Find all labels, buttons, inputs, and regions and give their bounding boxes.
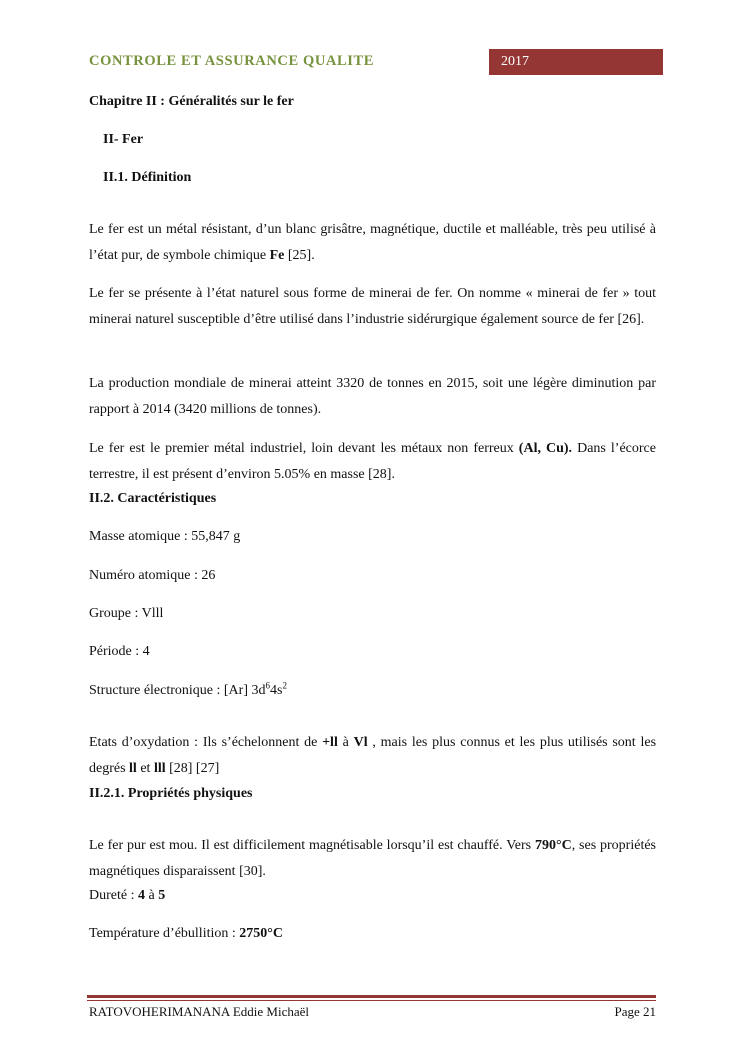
structure-electronique: Structure électronique : [Ar] $3d^64s^2$ xyxy=(89,680,287,698)
footer-rule-thin xyxy=(87,1000,656,1001)
masse-atomique: Masse atomique : 55,847 g xyxy=(89,529,241,544)
section-title: II- Fer xyxy=(103,132,144,147)
footer-rule-thick xyxy=(87,995,656,998)
subsection-caracteristiques: II.2. Caractéristiques xyxy=(89,491,217,506)
subsection-proprietes-physiques: II.2.1. Propriétés physiques xyxy=(89,786,253,801)
header-year-badge: 2017 xyxy=(489,49,663,75)
paragraph-minerai: Le fer se présente à l’état naturel sous forme de minerai de fer. On nomme « minerai de fer » tout minerai naturel susceptible d’être utilisé dans l’industrie sidérurgique également source de fer [26]. xyxy=(89,286,656,327)
paragraph-production: La production mondiale de minerai atteint 3320 de tonnes en 2015, soit une légère diminution par rapport à 2014 (3420 millions de tonnes). xyxy=(89,376,656,417)
numero-atomique: Numéro atomique : 26 xyxy=(89,568,216,583)
footer-author: RATOVOHERIMANANA Eddie Michaël xyxy=(89,1004,310,1019)
etats-oxydation: Etats d’oxydation : Ils s’échelonnent de +ll à Vl , mais les plus connus et les plus utilisés sont les degrés ll et lll [28] [27] xyxy=(89,735,657,776)
header-title: CONTROLE ET ASSURANCE QUALITE xyxy=(89,53,375,69)
paragraph-metal-industriel: Le fer est le premier métal industriel, loin devant les métaux non ferreux (Al, Cu). Dans l’écorce terrestre, il est présent d’environ 5.05% en masse [28]. xyxy=(89,441,656,482)
durete: Dureté : 4 à 5 xyxy=(89,888,166,903)
subsection-definition: II.1. Définition xyxy=(103,170,192,185)
paragraph-proprietes: Le fer pur est mou. Il est difficilement magnétisable lorsqu’il est chauffé. Vers 790°C, ses propriétés magnétiques disparaissent [30]. xyxy=(89,838,657,879)
chapter-title: Chapitre II : Généralités sur le fer xyxy=(89,94,294,109)
paragraph-definition: Le fer est un métal résistant, d’un blanc grisâtre, magnétique, ductile et malléable, très peu utilisé à l’état pur, de symbole chimique Fe [25]. xyxy=(89,222,656,263)
groupe: Groupe : Vlll xyxy=(89,606,164,621)
periode: Période : 4 xyxy=(89,644,150,659)
footer-page-number: Page 21 xyxy=(614,1004,656,1019)
temperature-ebullition: Température d’ébullition : 2750°C xyxy=(89,926,283,941)
